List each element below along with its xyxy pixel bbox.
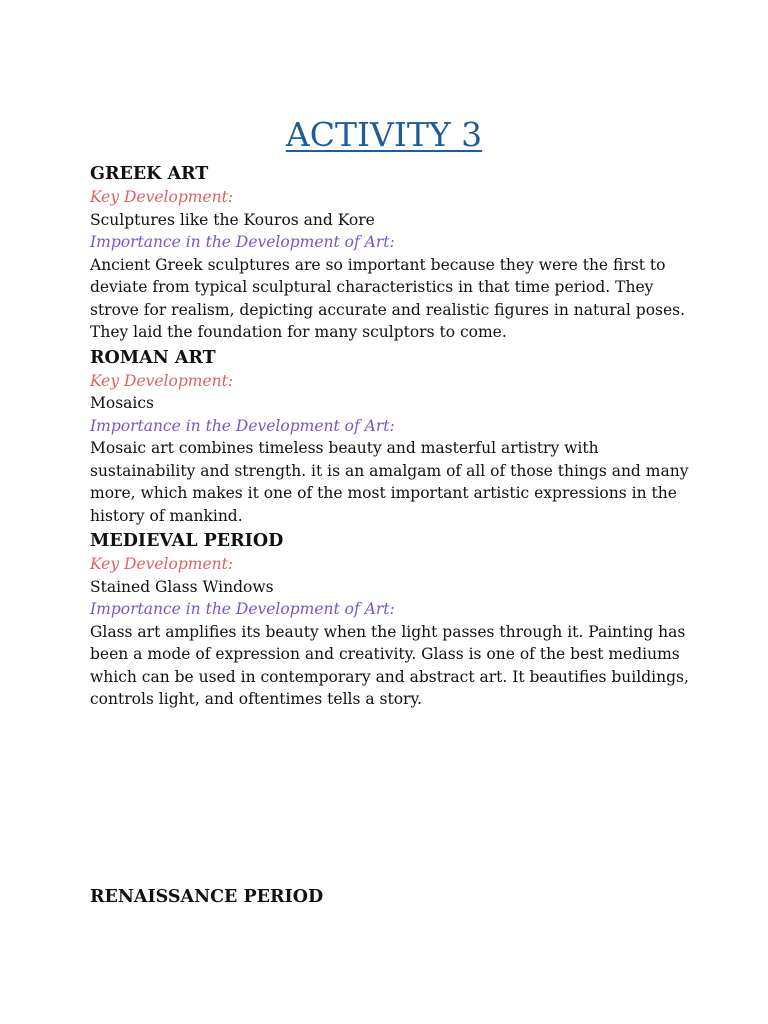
importance-label: Importance in the Development of Art: [90, 600, 395, 618]
section-renaissance-period [90, 885, 323, 909]
document-body [90, 162, 690, 713]
section-heading: GREEK ART [90, 164, 209, 184]
section-roman-art [90, 346, 690, 528]
section-greek-art [90, 162, 690, 344]
key-development-label: Key Development: [90, 188, 234, 206]
importance-label: Importance in the Development of Art: [90, 233, 395, 251]
key-development-text: Stained Glass Windows [90, 577, 274, 596]
section-heading: RENAISSANCE PERIOD [90, 887, 324, 907]
page-title: ACTIVITY 3 [285, 115, 483, 154]
key-development-text: Sculptures like the Kouros and Kore [90, 210, 375, 229]
section-heading: ROMAN ART [90, 347, 216, 368]
key-development-label: Key Development: [90, 371, 234, 390]
importance-text: Mosaic art combines timeless beauty and masterful artistry with sustainability and strength. it is an amalgam of all of those things and many more, which makes it one of the most important artistic expressions in the history of mankind. [90, 439, 689, 525]
importance-text: Glass art amplifies its beauty when the light passes through it. Painting has been a mode of expression and creativity. Glass is one of the best mediums which can be used in contemporary and abstract art. It beautifies buildings, controls light, and oftentimes tells a story. [90, 622, 689, 708]
section-medieval-period [90, 529, 690, 711]
section-heading: MEDIEVAL PERIOD [90, 531, 284, 551]
key-development-label: Key Development: [90, 555, 234, 573]
importance-text: Ancient Greek sculptures are so important because they were the first to deviate from typical sculptural characteristics in that time period. They strove for realism, depicting accurate and realistic figures in natural poses. They laid the foundation for many sculptors to come. [90, 255, 686, 341]
key-development-text: Mosaics [90, 394, 154, 412]
importance-label: Importance in the Development of Art: [90, 416, 395, 435]
